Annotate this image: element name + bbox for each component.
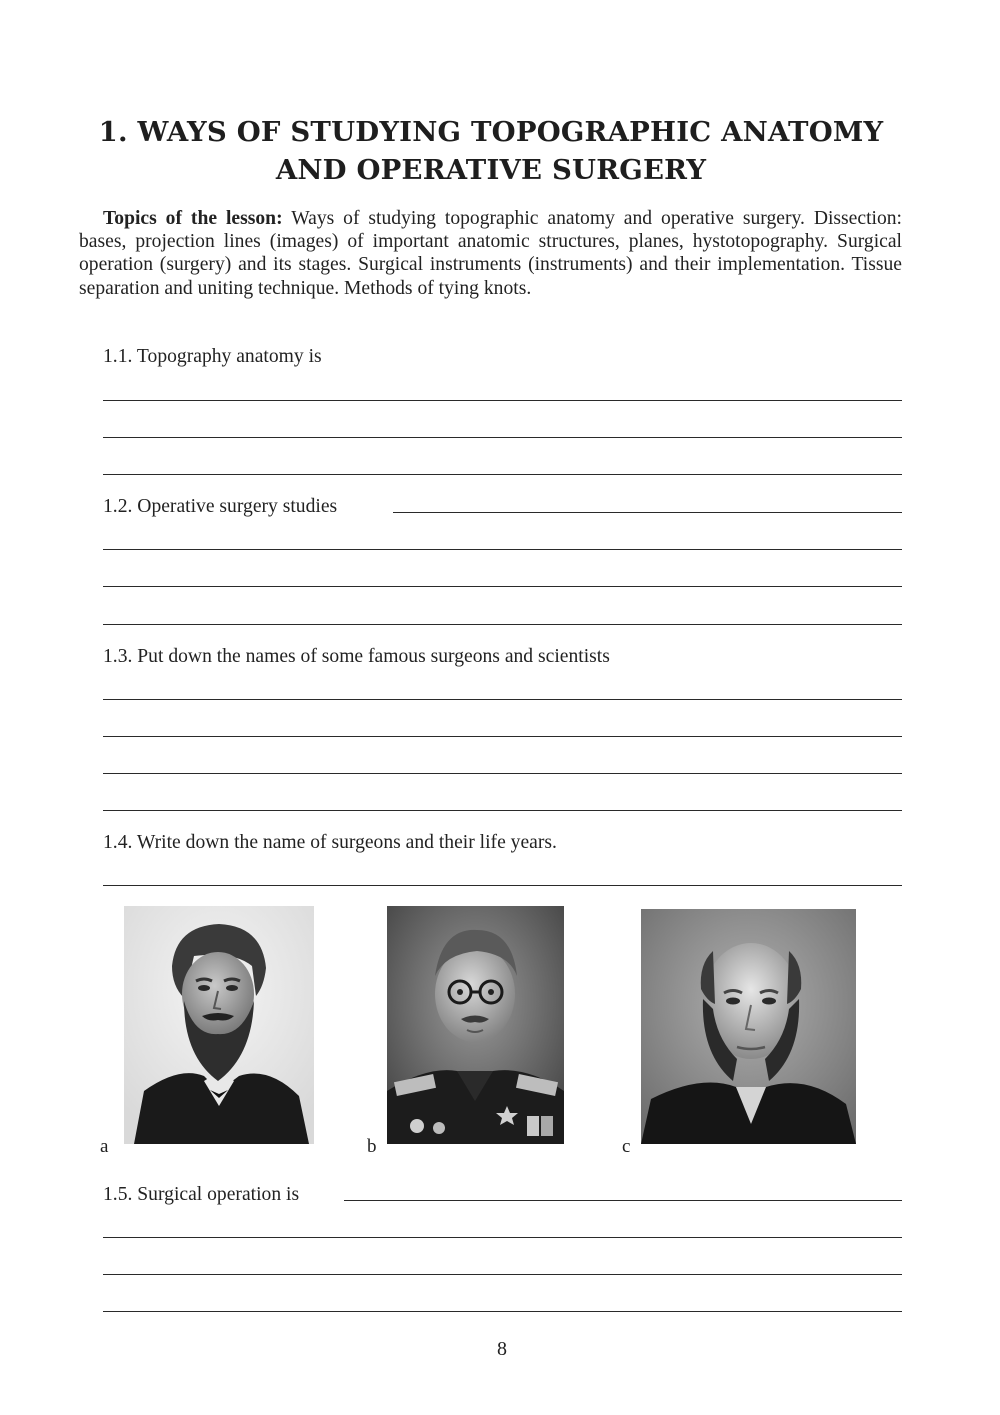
answer-line[interactable] — [103, 400, 902, 401]
answer-line[interactable] — [103, 1237, 902, 1238]
answer-line[interactable] — [103, 773, 902, 774]
answer-line[interactable] — [103, 699, 902, 700]
question-1-3: 1.3. Put down the names of some famous surgeons and scientists — [103, 646, 610, 667]
answer-line[interactable] — [103, 885, 902, 886]
uniformed-man-with-glasses-portrait-icon — [387, 906, 564, 1144]
answer-line[interactable] — [103, 624, 902, 625]
answer-line[interactable] — [103, 810, 902, 811]
page-title-line-2: AND OPERATIVE SURGERY — [275, 154, 707, 186]
question-1-1: 1.1. Topography anatomy is — [103, 346, 322, 367]
answer-line[interactable] — [103, 437, 902, 438]
man-with-sideburns-portrait-icon — [641, 909, 856, 1144]
answer-line[interactable] — [103, 474, 902, 475]
answer-line[interactable] — [103, 1311, 902, 1312]
answer-line[interactable] — [103, 1274, 902, 1275]
photo-caption-c: c — [622, 1136, 631, 1157]
page-title — [80, 113, 902, 189]
portrait-photo-c — [641, 909, 856, 1144]
answer-line[interactable] — [103, 586, 902, 587]
answer-line[interactable] — [103, 549, 902, 550]
question-1-5: 1.5. Surgical operation is — [103, 1184, 300, 1205]
lesson-topics — [79, 207, 902, 300]
topics-text: Ways of studying topographic anatomy and operative surgery. Dissection: bases, projection lines (images) of important anatomic structures, planes, hystotopography. Surgical operation (surgery) and its stages. Surgical instruments (instruments) and their implementation. Tissue separation and uniting technique. Methods of tying knots. — [79, 208, 903, 299]
answer-line-inline[interactable] — [344, 1200, 902, 1201]
bearded-man-portrait-icon — [124, 906, 314, 1144]
photo-caption-b: b — [367, 1136, 377, 1157]
page-title-line-1: 1. WAYS OF STUDYING TOPOGRAPHIC ANATOMY — [98, 116, 884, 148]
topics-label: Topics of the lesson: — [103, 208, 283, 229]
answer-line-inline[interactable] — [393, 512, 902, 513]
question-1-2: 1.2. Operative surgery studies — [103, 496, 338, 517]
portrait-photo-a — [124, 906, 314, 1144]
answer-line[interactable] — [103, 736, 902, 737]
photo-caption-a: a — [100, 1136, 109, 1157]
page-number: 8 — [497, 1338, 507, 1360]
question-1-4: 1.4. Write down the name of surgeons and their life years. — [103, 832, 557, 853]
portrait-photo-b — [387, 906, 564, 1144]
